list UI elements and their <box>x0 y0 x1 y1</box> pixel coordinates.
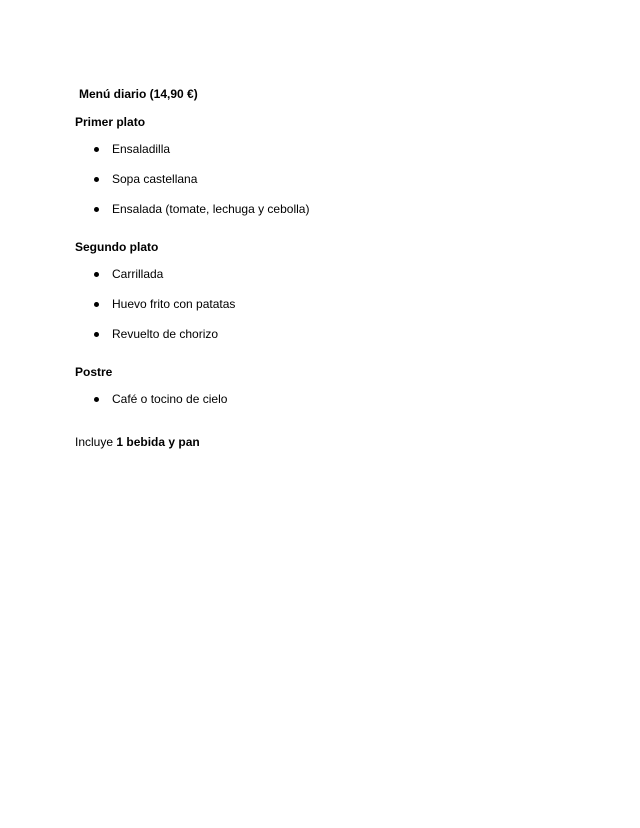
section-primer-plato <box>75 114 575 217</box>
dish-name: Revuelto de chorizo <box>112 327 219 341</box>
section-postre <box>75 364 575 407</box>
bullet-icon <box>94 302 99 307</box>
menu-title: Menú diario (14,90 €) <box>79 87 198 101</box>
list-item <box>75 296 575 312</box>
bullet-icon <box>94 207 99 212</box>
bullet-icon <box>94 147 99 152</box>
dish-name: Carrillada <box>112 267 164 281</box>
list-item <box>75 391 575 407</box>
dish-name: Ensaladilla <box>112 142 171 156</box>
dish-list <box>75 141 575 217</box>
dish-name: Sopa castellana <box>112 172 198 186</box>
includes-bold: 1 bebida y pan <box>116 435 200 449</box>
dish-name: Ensalada (tomate, lechuga y cebolla) <box>112 202 310 216</box>
section-heading: Postre <box>75 365 113 379</box>
section-segundo-plato <box>75 239 575 342</box>
dish-name: Huevo frito con patatas <box>112 297 236 311</box>
list-item <box>75 201 575 217</box>
list-item <box>75 141 575 157</box>
list-item <box>75 266 575 282</box>
bullet-icon <box>94 397 99 402</box>
list-item <box>75 171 575 187</box>
menu-content <box>75 86 575 450</box>
dish-name: Café o tocino de cielo <box>112 392 228 406</box>
dish-list <box>75 266 575 342</box>
list-item <box>75 326 575 342</box>
dish-list <box>75 391 575 407</box>
includes-prefix: Incluye <box>75 435 117 449</box>
bullet-icon <box>94 332 99 337</box>
bullet-icon <box>94 177 99 182</box>
section-heading: Segundo plato <box>75 240 159 254</box>
section-heading: Primer plato <box>75 115 146 129</box>
includes-note <box>75 434 575 450</box>
bullet-icon <box>94 272 99 277</box>
